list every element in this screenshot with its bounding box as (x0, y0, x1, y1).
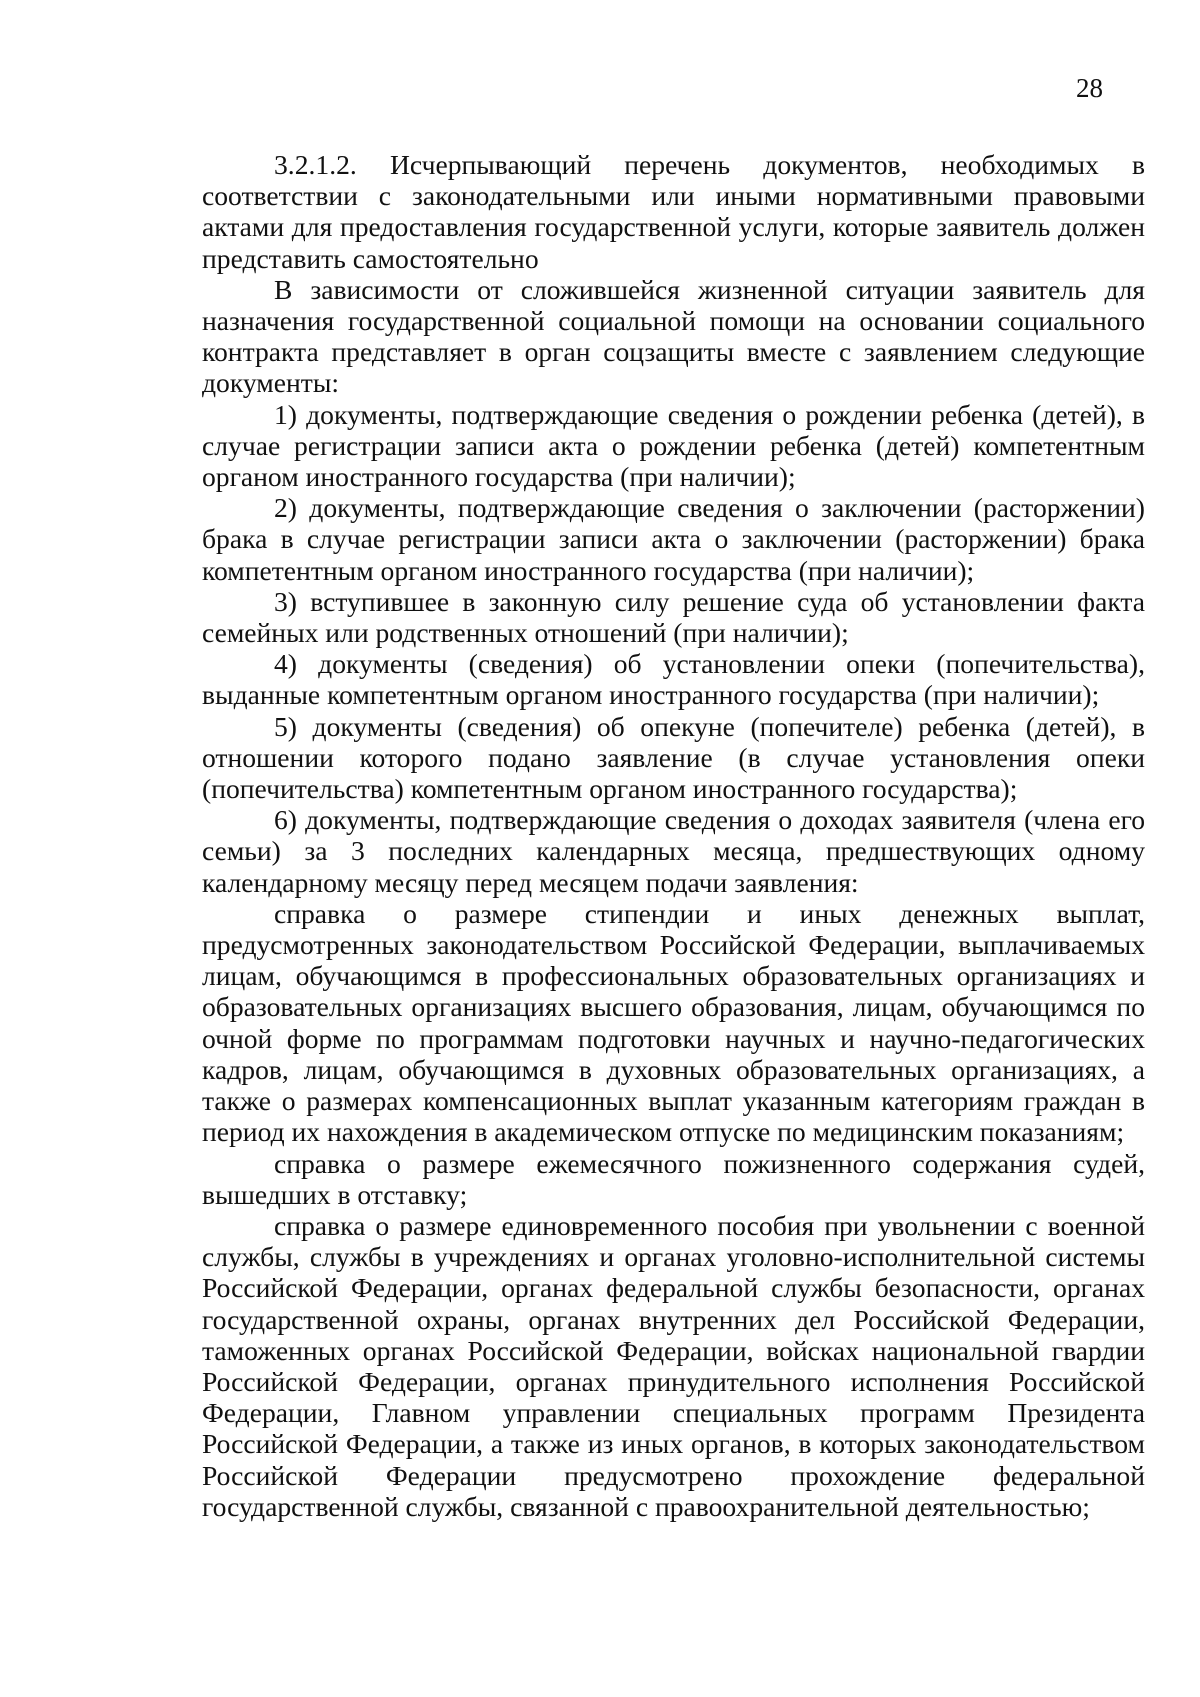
list-item-5: 5) документы (сведения) об опекуне (попечителе) ребенка (детей), в отношении которого подано заявление (в случае установления опеки (попечительства) компетентным органом иностранного государства); (202, 710, 1145, 805)
list-item-4: 4) документы (сведения) об установлении опеки (попечительства), выданные компетентным органом иностранного государства (при наличии); (202, 648, 1145, 711)
list-item-1: 1) документы, подтверждающие сведения о рождении ребенка (детей), в случае регистрации записи акта о рождении ребенка (детей) компетентным органом иностранного государства (при наличии); (202, 398, 1145, 493)
list-item-3: 3) вступившее в законную силу решение суда об установлении факта семейных или родственных отношений (при наличии); (202, 585, 1145, 649)
section-heading-3-2-1-2: 3.2.1.2. Исчерпывающий перечень документов, необходимых в соответствии с законодательными или иными нормативными правовыми актами для предоставления государственной услуги, которые заявитель должен представить самостоятельно (202, 149, 1145, 274)
page-number: 28 (1076, 73, 1103, 103)
intro-paragraph: В зависимости от сложившейся жизненной ситуации заявитель для назначения государственной социальной помощи на основании социального контракта представляет в орган соцзащиты вместе с заявлением следующие документы: (202, 273, 1145, 399)
list-item-2: 2) документы, подтверждающие сведения о заключении (расторжении) брака в случае регистрации записи акта о заключении (расторжении) брака компетентным органом иностранного государства (при наличии); (202, 492, 1145, 586)
sub-item-judge-allowance-certificate: справка о размере ежемесячного пожизненного содержания судей, вышедших в отставку; (202, 1147, 1145, 1210)
sub-item-dismissal-allowance-certificate: справка о размере единовременного пособия при увольнении с военной службы, службы в учреждениях и органах уголовно-исполнительной системы Российской Федерации, органах федеральной службы безопасности, органах государственной охраны, органах внутренних дел Российской Федерации, таможенных органах Российской Федерации, войсках национальной гвардии Российской Федерации, органах принудительного исполнения Российской Федерации, Главном управлении специальных программ Президента Российской Федерации, а также из иных органов, в которых законодательством Российской Федерации предусмотрено прохождение федеральной государственной службы, связанной с правоохранительной деятельностью; (202, 1209, 1145, 1522)
sub-item-stipend-certificate: справка о размере стипендии и иных денежных выплат, предусмотренных законодательством Российской Федерации, выплачиваемых лицам, обучающимся в профессиональных образовательных организациях и образовательных организациях высшего образования, лицам, обучающимся по очной форме по программам подготовки научных и научно-педагогических кадров, лицам, обучающимся в духовных образовательных организациях, а также о размерах компенсационных выплат указанным категориям граждан в период их нахождения в академическом отпуске по медицинским показаниям; (202, 897, 1145, 1148)
document-body (202, 149, 1145, 1522)
list-item-6: 6) документы, подтверждающие сведения о доходах заявителя (члена его семьи) за 3 последних календарных месяца, предшествующих одному календарному месяцу перед месяцем подачи заявления: (202, 804, 1145, 898)
